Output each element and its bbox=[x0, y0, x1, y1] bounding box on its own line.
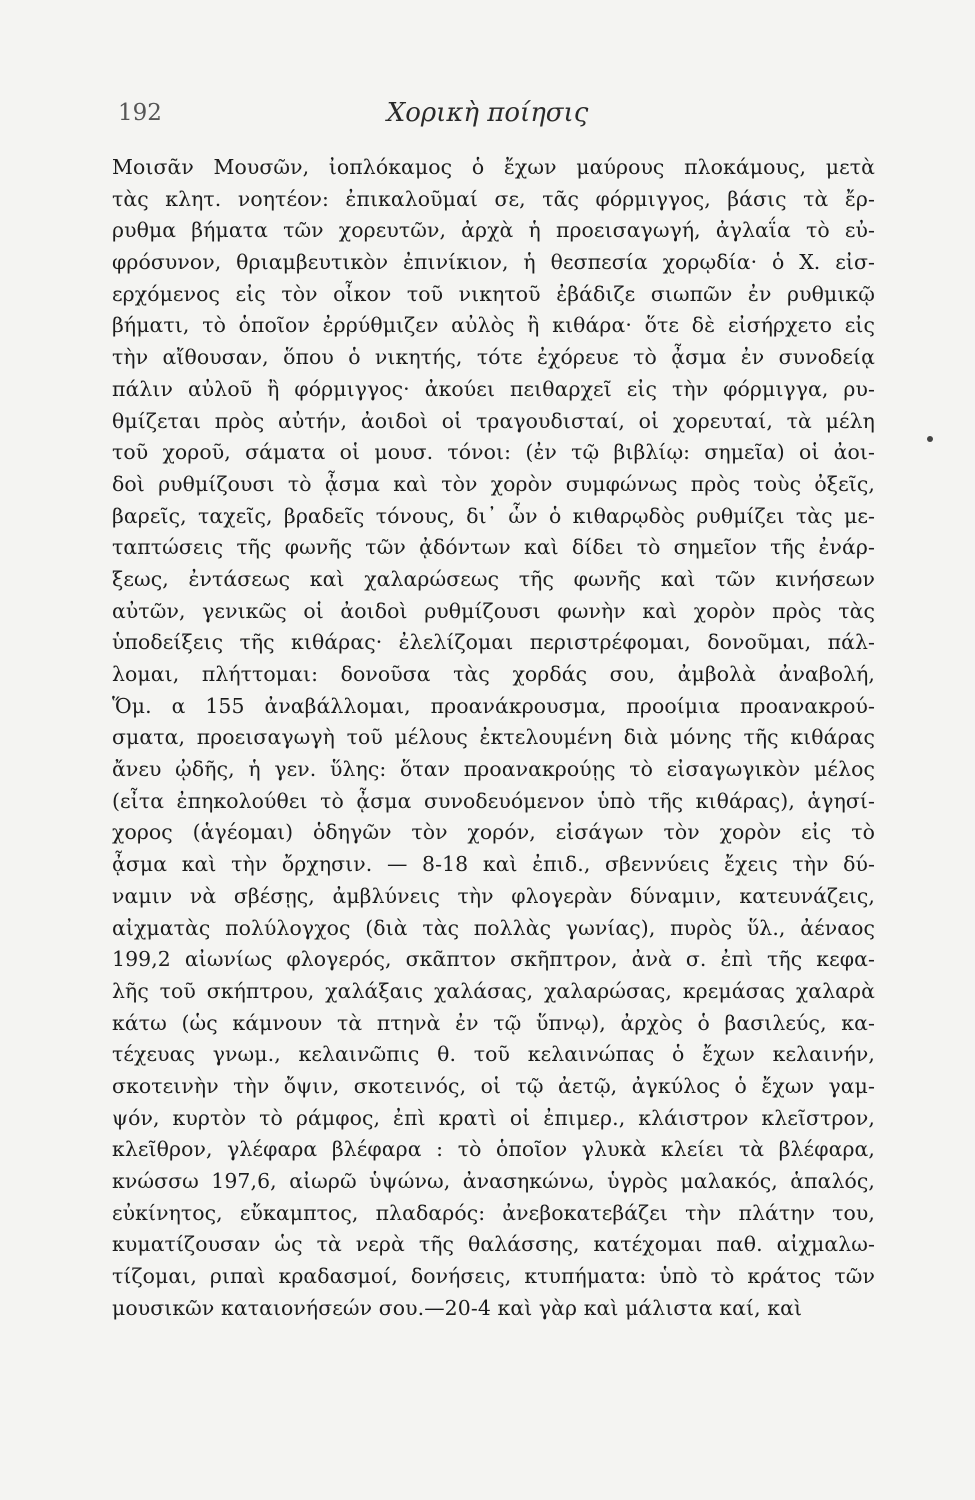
text-line: ἄνευ ᾠδῆς, ἡ γεν. ὕλης: ὅταν προανακρούῃς τὸ εἰσαγωγικὸν μέλος bbox=[112, 757, 875, 782]
text-line: φρόσυνον, θριαμβευτικὸν ἐπινίκιον, ἡ θεσπεσία χορῳδία· ὁ Χ. εἰσ- bbox=[112, 250, 875, 275]
text-line: Ὅμ. α 155 ἀναβάλλομαι, προανάκρουσμα, προοίμια προανακρού- bbox=[112, 693, 875, 718]
text-line: χορος (ἁγέομαι) ὁδηγῶν τὸν χορόν, εἰσάγων τὸν χορὸν εἰς τὸ bbox=[112, 820, 875, 845]
text-line: τοῦ χοροῦ, σάματα οἱ μουσ. τόνοι: (ἐν τῷ βιβλίῳ: σημεῖα) οἱ ἀοι- bbox=[112, 440, 875, 465]
text-line: ναμιν νὰ σβέσῃς, ἀμβλύνεις τὴν φλογερὰν δύναμιν, κατευνάζεις, bbox=[112, 883, 875, 908]
text-line: πάλιν αὐλοῦ ἢ φόρμιγγος· ἀκούει πειθαρχεῖ εἰς τὴν φόρμιγγα, ρυ- bbox=[112, 376, 875, 401]
text-line: βήματι, τὸ ὁποῖον ἐρρύθμιζεν αὐλὸς ἢ κιθάρα· ὅτε δὲ εἰσήρχετο εἰς bbox=[112, 313, 875, 338]
text-line: κνώσσω 197,6, αἰωρῶ ὑψώνω, ἀνασηκώνω, ὑγρὸς μαλακός, ἁπαλός, bbox=[112, 1169, 875, 1193]
page-number: 192 bbox=[118, 100, 162, 126]
text-line: ὑποδείξεις τῆς κιθάρας· ἐλελίζομαι περιστρέφομαι, δονοῦμαι, πάλ- bbox=[112, 630, 875, 655]
commentary-text bbox=[112, 152, 875, 1324]
text-line: βαρεῖς, ταχεῖς, βραδεῖς τόνους, δι᾽ ὧν ὁ κιθαρῳδὸς ρυθμίζει τὰς με- bbox=[112, 503, 875, 528]
text-line: κλεῖθρον, γλέφαρα βλέφαρα : τὸ ὁποῖον γλυκὰ κλείει τὰ βλέφαρα, bbox=[112, 1137, 875, 1162]
text-line: ξεως, ἐντάσεως καὶ χαλαρώσεως τῆς φωνῆς καὶ τῶν κινήσεων bbox=[112, 566, 875, 591]
text-line: τὰς κλητ. νοητέον: ἐπικαλοῦμαί σε, τᾶς φόρμιγγος, βάσις τὰ ἔρ- bbox=[112, 186, 875, 211]
text-line: εὐκίνητος, εὔκαμπτος, πλαδαρός: ἀνεβοκατεβάζει τὴν πλάτην του, bbox=[112, 1200, 875, 1225]
text-line: κυματίζουσαν ὡς τὰ νερὰ τῆς θαλάσσης, κατέχομαι παθ. αἰχμαλω- bbox=[112, 1232, 875, 1257]
text-line: λῆς τοῦ σκήπτρου, χαλάξαις χαλάσας, χαλαρώσας, κρεμάσας χαλαρὰ bbox=[112, 978, 875, 1003]
text-line: ᾆσμα καὶ τὴν ὄρχησιν. — 8-18 καὶ ἐπιδ., σβεννύεις ἔχεις τὴν δύ- bbox=[112, 852, 875, 877]
text-line: ερχόμενος εἰς τὸν οἶκον τοῦ νικητοῦ ἐβάδιζε σιωπῶν ἐν ρυθμικῷ bbox=[112, 281, 875, 306]
text-line: μουσικῶν καταιονήσεών σου.—20-4 καὶ γὰρ καὶ μάλιστα καί, καὶ bbox=[112, 1295, 803, 1320]
text-line: σματα, προεισαγωγὴ τοῦ μέλους ἐκτελουμένη διὰ μόνης τῆς κιθάρας bbox=[112, 725, 875, 750]
text-line: τὴν αἴθουσαν, ὅπου ὁ νικητής, τότε ἐχόρευε τὸ ᾆσμα ἐν συνοδείᾳ bbox=[112, 345, 875, 370]
text-line: 199,2 αἰωνίως φλογερός, σκᾶπτον σκῆπτρον, ἀνὰ σ. ἐπὶ τῆς κεφα- bbox=[112, 947, 875, 972]
text-line: σκοτεινὴν τὴν ὄψιν, σκοτεινός, οἱ τῷ ἀετῷ, ἀγκύλος ὁ ἔχων γαμ- bbox=[112, 1073, 875, 1098]
page-header bbox=[110, 96, 865, 136]
text-line: τέχευας γνωμ., κελαινῶπις θ. τοῦ κελαινώπας ὁ ἔχων κελαινήν, bbox=[112, 1042, 875, 1067]
text-line: αὐτῶν, γενικῶς οἱ ἀοιδοὶ ρυθμίζουσι φωνὴν καὶ χορὸν πρὸς τὰς bbox=[112, 598, 875, 623]
text-line: κάτω (ὡς κάμνουν τὰ πτηνὰ ἐν τῷ ὕπνῳ), ἀρχὸς ὁ βασιλεύς, κα- bbox=[112, 1010, 875, 1035]
text-line: τίζομαι, ριπαὶ κραδασμοί, δονήσεις, κτυπήματα: ὑπὸ τὸ κράτος τῶν bbox=[112, 1264, 875, 1289]
running-title: Χορικὴ ποίησις bbox=[386, 98, 589, 128]
text-line: (εἶτα ἐπηκολούθει τὸ ᾆσμα συνοδευόμενον ὑπὸ τῆς κιθάρας), ἁγησί- bbox=[112, 788, 875, 813]
text-line: αἰχματὰς πολύλογχος (διὰ τὰς πολλὰς γωνίας), πυρὸς ὕλ., ἀέναος bbox=[112, 915, 875, 940]
text-line: ψόν, κυρτὸν τὸ ράμφος, ἐπὶ κρατὶ οἱ ἐπιμερ., κλάιστρον κλεῖστρον, bbox=[112, 1105, 875, 1130]
text-line: Μοισᾶν Μουσῶν, ἰοπλόκαμος ὁ ἔχων μαύρους πλοκάμους, μετὰ bbox=[112, 155, 875, 179]
text-line: θμίζεται πρὸς αὐτήν, ἀοιδοὶ οἱ τραγουδισταί, οἱ χορευταί, τὰ μέλη bbox=[112, 408, 875, 433]
text-line: λομαι, πλήττομαι: δονοῦσα τὰς χορδάς σου, ἀμβολὰ ἀναβολή, bbox=[112, 662, 875, 686]
margin-mark bbox=[927, 436, 933, 442]
text-line: δοὶ ρυθμίζουσι τὸ ᾆσμα καὶ τὸν χορὸν συμφώνως πρὸς τοὺς ὀξεῖς, bbox=[112, 471, 875, 496]
text-line: ρυθμα βήματα τῶν χορευτῶν, ἀρχὰ ἡ προεισαγωγή, ἀγλαΐα τὸ εὐ- bbox=[112, 218, 875, 243]
text-line: ταπτώσεις τῆς φωνῆς τῶν ᾀδόντων καὶ δίδει τὸ σημεῖον τῆς ἐνάρ- bbox=[112, 535, 875, 560]
